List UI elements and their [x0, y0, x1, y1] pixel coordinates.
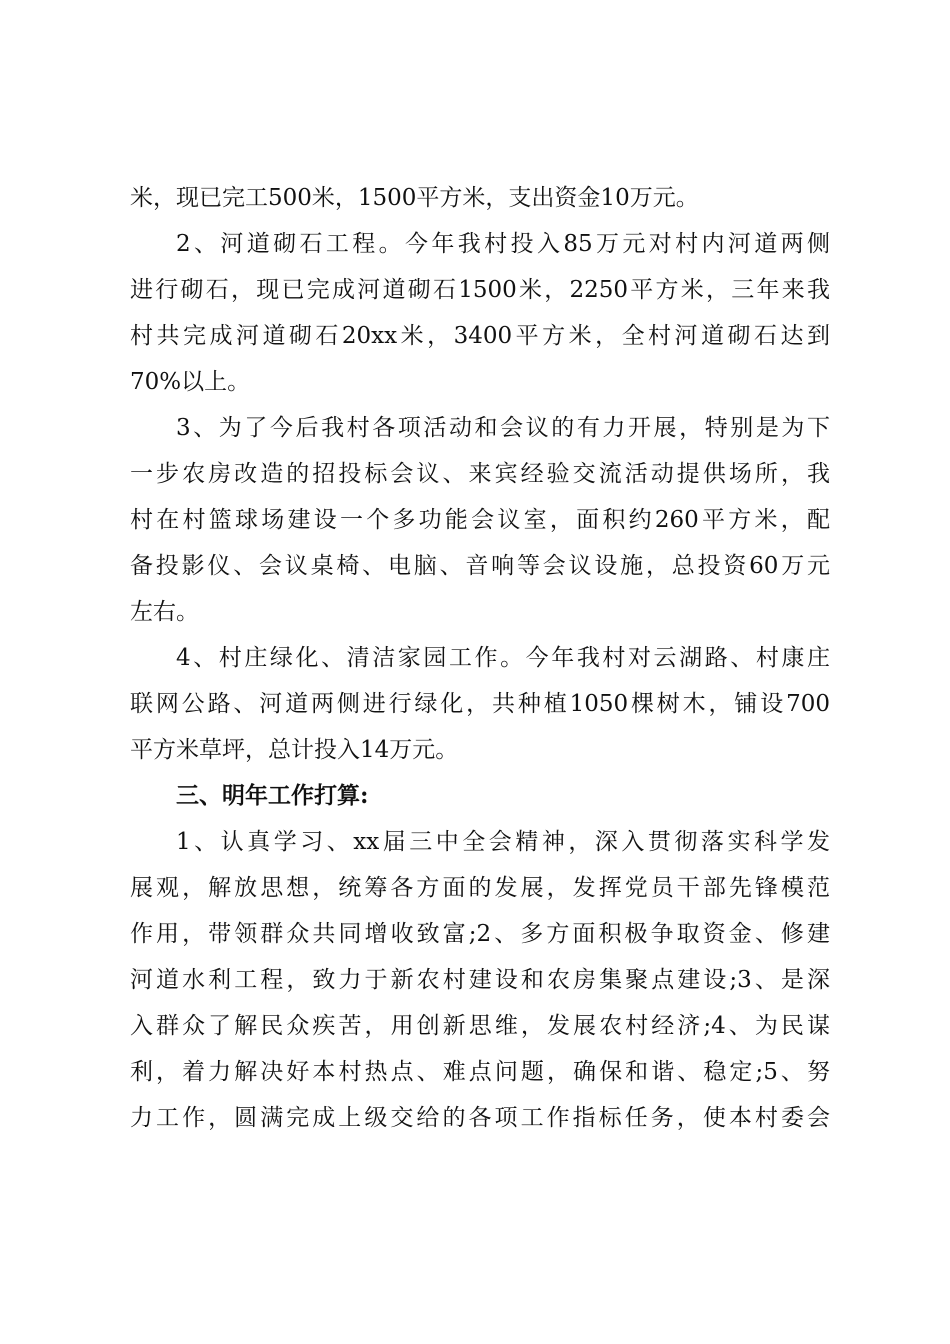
paragraph-line: 河道水利工程，致力于新农村建设和农房集聚点建设;3、是深 [130, 967, 830, 993]
paragraph-line: 米，现已完工500米，1500平方米，支出资金10万元。 [130, 185, 699, 211]
paragraph-line: 3、为了今后我村各项活动和会议的有力开展，特别是为下 [176, 415, 830, 441]
paragraph-line: 4、村庄绿化、清洁家园工作。今年我村对云湖路、村康庄 [176, 645, 830, 671]
section-heading: 三、明年工作打算: [176, 782, 369, 809]
paragraph-line: 左右。 [130, 599, 199, 625]
paragraph-line: 利，着力解决好本村热点、难点问题，确保和谐、稳定;5、努 [130, 1059, 830, 1085]
paragraph-line: 入群众了解民众疾苦，用创新思维，发展农村经济;4、为民谋 [130, 1013, 830, 1039]
paragraph-line: 2、河道砌石工程。今年我村投入85万元对村内河道两侧 [176, 231, 830, 257]
paragraph-line: 村在村篮球场建设一个多功能会议室，面积约260平方米，配 [130, 507, 830, 533]
paragraph-line: 一步农房改造的招投标会议、来宾经验交流活动提供场所，我 [130, 461, 830, 487]
paragraph-line: 平方米草坪，总计投入14万元。 [130, 737, 459, 763]
paragraph-line: 70%以上。 [130, 369, 251, 395]
paragraph-line: 村共完成河道砌石20xx米，3400平方米，全村河道砌石达到 [130, 323, 830, 349]
paragraph-line: 作用，带领群众共同增收致富;2、多方面积极争取资金、修建 [130, 921, 830, 947]
paragraph-line: 展观，解放思想，统筹各方面的发展，发挥党员干部先锋模范 [130, 875, 830, 901]
paragraph-line: 备投影仪、会议桌椅、电脑、音响等会议设施，总投资60万元 [130, 553, 830, 579]
paragraph-line: 1、认真学习、xx届三中全会精神，深入贯彻落实科学发 [176, 829, 830, 855]
paragraph-line: 进行砌石，现已完成河道砌石1500米，2250平方米，三年来我 [130, 277, 830, 303]
paragraph-line: 力工作，圆满完成上级交给的各项工作指标任务，使本村委会 [130, 1105, 830, 1131]
paragraph-line: 联网公路、河道两侧进行绿化，共种植1050棵树木，铺设700 [130, 691, 830, 717]
